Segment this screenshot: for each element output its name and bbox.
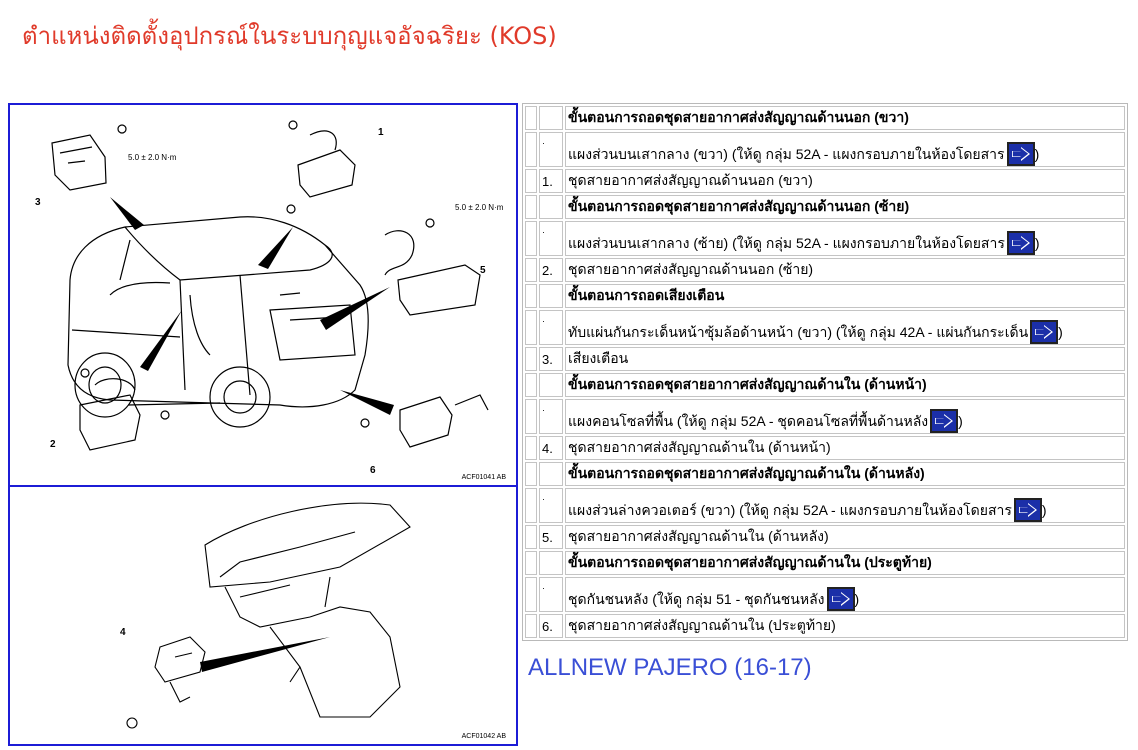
prerequisite-text: แผงคอนโซลที่พื้น (ให้ดู กลุ่ม 52A - ชุดคอนโซลที่พื้นด้านหลัง [568,413,929,429]
bullet: · [542,316,545,326]
callout-4: 4 [120,627,126,638]
step-number: 6. [539,614,563,638]
bullet: · [542,405,545,415]
step-number: 3. [539,347,563,371]
step-row [525,258,1125,282]
step-number: 2. [539,258,563,282]
procedure-heading: ขั้นตอนการถอดเสียงเตือน [565,284,1125,308]
vehicle-illustration [10,105,516,485]
prerequisite-close: ) [1041,502,1047,518]
vehicle-location-diagram [8,103,518,487]
procedure-heading-row [525,106,1125,130]
procedure-heading: ขั้นตอนการถอดชุดสายอากาศส่งสัญญาณด้านนอก (ขวา) [565,106,1125,130]
procedure-heading-row [525,462,1125,486]
prerequisite-text: แผงส่วนบนเสากลาง (ซ้าย) (ให้ดู กลุ่ม 52A - แผงกรอบภายในห้องโดยสาร [568,235,1005,251]
dashboard-illustration [10,487,516,744]
prerequisite-row [525,399,1125,434]
prerequisite-row [525,310,1125,345]
dashboard-location-diagram [8,485,518,746]
figure-code: ACF01041 AB [461,474,506,481]
prerequisite-row [525,132,1125,167]
step-row [525,525,1125,549]
bullet: · [542,138,545,148]
right-arrow-icon[interactable] [1007,142,1035,166]
step-number: 4. [539,436,563,460]
page-title: ตำแหน่งติดตั้งอุปกรณ์ในระบบกุญแจอัจฉริยะ (KOS) [22,22,557,50]
step-text: ชุดสายอากาศส่งสัญญาณด้านใน (ประตูท้าย) [565,614,1125,638]
bullet: · [542,227,545,237]
step-row [525,614,1125,638]
callout-6: 6 [370,465,376,476]
model-label: ALLNEW PAJERO (16-17) [528,654,812,681]
prerequisite-text: ทับแผ่นกันกระเด็นหน้าซุ้มล้อด้านหน้า (ขวา) (ให้ดู กลุ่ม 42A - แผ่นกันกระเด็น [568,324,1029,340]
step-text: ชุดสายอากาศส่งสัญญาณด้านนอก (ซ้าย) [565,258,1125,282]
prerequisite-close: ) [1034,146,1040,162]
figure-code: ACF01042 AB [461,733,506,740]
step-row [525,436,1125,460]
right-arrow-icon[interactable] [827,587,855,611]
bullet: · [542,494,545,504]
prerequisite-close: ) [1058,324,1063,340]
procedure-heading: ขั้นตอนการถอดชุดสายอากาศส่งสัญญาณด้านนอก (ซ้าย) [565,195,1125,219]
callout-2: 2 [50,439,56,450]
prerequisite-row [525,221,1125,256]
torque-label: 5.0 ± 2.0 N·m [455,203,504,212]
prerequisite-text: แผงส่วนบนเสากลาง (ขวา) (ให้ดู กลุ่ม 52A - แผงกรอบภายในห้องโดยสาร [568,146,1005,162]
bullet: · [542,583,545,593]
procedure-heading: ขั้นตอนการถอดชุดสายอากาศส่งสัญญาณด้านใน (ด้านหน้า) [565,373,1125,397]
step-row [525,169,1125,193]
procedure-heading-row [525,284,1125,308]
step-number: 5. [539,525,563,549]
procedure-heading-row [525,195,1125,219]
prerequisite-row [525,488,1125,523]
prerequisite-close: ) [1034,235,1040,251]
right-arrow-icon[interactable] [1030,320,1058,344]
callout-5: 5 [480,265,486,276]
callout-3: 3 [35,197,41,208]
prerequisite-text: ชุดกันชนหลัง (ให้ดู กลุ่ม 51 - ชุดกันชนหลัง [568,591,825,607]
step-text: เสียงเตือน [565,347,1125,371]
prerequisite-row [525,577,1125,612]
procedure-heading-row [525,551,1125,575]
procedure-heading: ขั้นตอนการถอดชุดสายอากาศส่งสัญญาณด้านใน (ประตูท้าย) [565,551,1125,575]
prerequisite-text: แผงส่วนล่างควอเตอร์ (ขวา) (ให้ดู กลุ่ม 52A - แผงกรอบภายในห้องโดยสาร [568,502,1012,518]
right-arrow-icon[interactable] [1007,231,1035,255]
procedure-heading: ขั้นตอนการถอดชุดสายอากาศส่งสัญญาณด้านใน (ด้านหลัง) [565,462,1125,486]
removal-procedure-table [522,103,1128,641]
prerequisite-close: ) [958,413,963,429]
step-text: ชุดสายอากาศส่งสัญญาณด้านนอก (ขวา) [565,169,1125,193]
callout-1: 1 [378,127,384,138]
right-arrow-icon[interactable] [930,409,958,433]
step-text: ชุดสายอากาศส่งสัญญาณด้านใน (ด้านหลัง) [565,525,1125,549]
procedure-heading-row [525,373,1125,397]
step-text: ชุดสายอากาศส่งสัญญาณด้านใน (ด้านหน้า) [565,436,1125,460]
step-row [525,347,1125,371]
torque-label: 5.0 ± 2.0 N·m [128,153,177,162]
right-arrow-icon[interactable] [1014,498,1042,522]
prerequisite-close: ) [854,591,860,607]
step-number: 1. [539,169,563,193]
